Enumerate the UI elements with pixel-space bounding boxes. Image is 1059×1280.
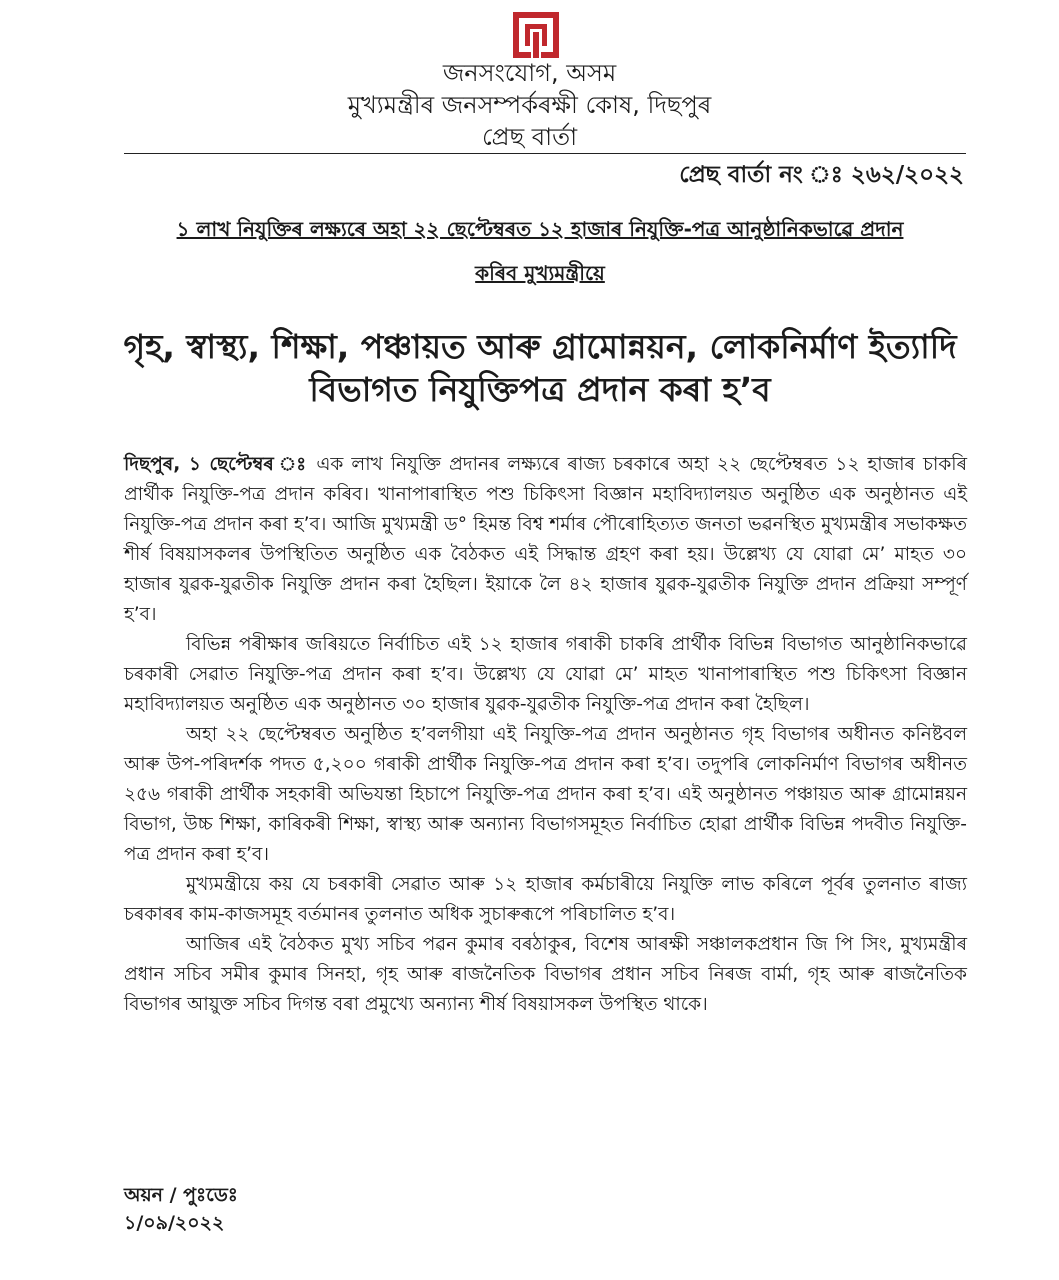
paragraph-5: আজিৰ এই বৈঠকত মুখ্য সচিব পৱন কুমাৰ বৰঠাকুৰ, বিশেষ আৰক্ষী সঞ্চালকপ্ৰধান জি পি সিং, মুখ্যমন্ত্ৰীৰ প্ৰধান সচিব সমীৰ কুমাৰ সিনহা, গৃহ আৰু ৰাজনৈতিক বিভাগৰ প্ৰধান সচিব নিৰজ বাৰ্মা, গৃহ আৰু ৰাজনৈতিক বিভাগৰ আয়ুক্ত সচিব দিগন্ত বৰা প্ৰমুখ্যে অন্যান্য শীৰ্ষ বিষয়াসকল উপস্থিত থাকে।	[124, 934, 967, 1015]
paragraph-3: অহা ২২ ছেপ্টেম্বৰত অনুষ্ঠিত হ’বলগীয়া এই নিযুক্তি-পত্ৰ প্ৰদান অনুষ্ঠানত গৃহ বিভাগৰ অধীনত কনিষ্টবল আৰু উপ-পৰিদৰ্শক পদত ৫,২০০ গৰাকী প্ৰাৰ্থীক নিযুক্তি-পত্ৰ প্ৰদান কৰা হ’ব। তদুপৰি লোকনিৰ্মাণ বিভাগৰ অধীনত ২৫৬ গৰাকী প্ৰাৰ্থীক সহকাৰী অভিযন্তা হিচাপে নিযুক্তি-পত্ৰ প্ৰদান কৰা হ’ব। এই অনুষ্ঠানত পঞ্চায়ত আৰু গ্ৰামোন্নয়ন বিভাগ, উচ্চ শিক্ষা, কাৰিকৰী শিক্ষা, স্বাস্থ্য আৰু অন্যান্য বিভাগসমূহত নিৰ্বাচিত হোৱা প্ৰাৰ্থীক বিভিন্ন পদবীত নিযুক্তি-পত্ৰ প্ৰদান কৰা হ’ব।	[124, 724, 967, 865]
subheading-line-1: ১ লাখ নিযুক্তিৰ লক্ষ্যৰে অহা ২২ ছেপ্টেম্বৰত ১২ হাজাৰ নিযুক্তি-পত্ৰ আনুষ্ঠানিকভাৱে প্ৰদান	[176, 217, 904, 241]
subheading-line-2: কৰিব মুখ্যমন্ত্ৰীয়ে	[475, 261, 605, 285]
department-name: জনসংযোগ, অসম	[442, 59, 617, 87]
press-release-number: প্ৰেছ বাৰ্তা নং ঃ ২৬২/২০২২	[679, 162, 964, 188]
press-release-label: প্ৰেছ বাৰ্তা	[481, 123, 578, 151]
paragraph-1-text: এক লাখ নিযুক্তি প্ৰদানৰ লক্ষ্যৰে ৰাজ্য চৰকাৰে অহা ২২ ছেপ্টেম্বৰত ১২ হাজাৰ চাকৰি প্ৰাৰ্থীক নিযুক্তি-পত্ৰ প্ৰদান কৰিব। খানাপাৰাস্থিত পশু চিকিৎসা বিজ্ঞান মহাবিদ্যালয়ত অনুষ্ঠিত এক অনুষ্ঠানত এই নিযুক্তি-পত্ৰ প্ৰদান কৰা হ’ব। আজি মুখ্যমন্ত্ৰী ড° হিমন্ত বিশ্ব শৰ্মাৰ পৌৰোহিত্যত জনতা ভৱনস্থিত মুখ্যমন্ত্ৰীৰ সভাকক্ষত শীৰ্ষ বিষয়াসকলৰ উপস্থিতিত অনুষ্ঠিত এক বৈঠকত এই সিদ্ধান্ত গ্ৰহণ কৰা হয়। উল্লেখ্য যে যোৱা মে’ মাহত ৩০ হাজাৰ যুৱক-যুৱতীক নিযুক্তি প্ৰদান কৰা হৈছিল। ইয়াকে লৈ ৪২ হাজাৰ যুৱক-যুৱতীক নিযুক্তি প্ৰদান প্ৰক্ৰিয়া সম্পূৰ্ণ হ’ব।	[124, 454, 967, 625]
paragraph-2: বিভিন্ন পৰীক্ষাৰ জৰিয়তে নিৰ্বাচিত এই ১২ হাজাৰ গৰাকী চাকৰি প্ৰাৰ্থীক বিভিন্ন বিভাগত আনুষ্ঠানিকভাৱে চৰকাৰী সেৱাত নিযুক্তি-পত্ৰ প্ৰদান কৰা হ’ব। উল্লেখ্য যে যোৱা মে’ মাহত খানাপাৰাস্থিত পশু চিকিৎসা বিজ্ঞান মহাবিদ্যালয়ত অনুষ্ঠিত এক অনুষ্ঠানত ৩০ হাজাৰ যুৱক-যুৱতীক নিযুক্তি-পত্ৰ প্ৰদান কৰা হৈছিল।	[124, 634, 967, 715]
release-date: ১/০৯/২০২২	[124, 1212, 225, 1234]
paragraph-1	[124, 450, 967, 630]
dateline: দিছপুৰ, ১ ছেপ্টেম্বৰ ঃ	[124, 454, 309, 475]
headline-line-2: বিভাগত নিযুক্তিপত্ৰ প্ৰদান কৰা হ’ব	[309, 370, 771, 409]
headline-line-1: গৃহ, স্বাস্থ্য, শিক্ষা, পঞ্চায়ত আৰু গ্ৰামোন্নয়ন, লোকনিৰ্মাণ ইত্যাদি	[123, 327, 957, 366]
govt-emblem-logo-icon	[507, 10, 565, 60]
paragraph-4: মুখ্যমন্ত্ৰীয়ে কয় যে চৰকাৰী সেৱাত আৰু ১২ হাজাৰ কৰ্মচাৰীয়ে নিযুক্তি লাভ কৰিলে পূৰ্বৰ তুলনাত ৰাজ্য চৰকাৰৰ কাম-কাজসমূহ বৰ্তমানৰ তুলনাত অধিক সুচাৰুৰূপে পৰিচালিত হ’ব।	[124, 874, 967, 925]
signoff: অয়ন / পুঃডেঃ	[124, 1184, 238, 1206]
header-divider	[124, 153, 966, 154]
cell-name: মুখ্যমন্ত্ৰীৰ জনসম্পৰ্কৰক্ষী কোষ, দিছপুৰ	[347, 91, 712, 119]
press-release-body	[124, 450, 967, 1020]
